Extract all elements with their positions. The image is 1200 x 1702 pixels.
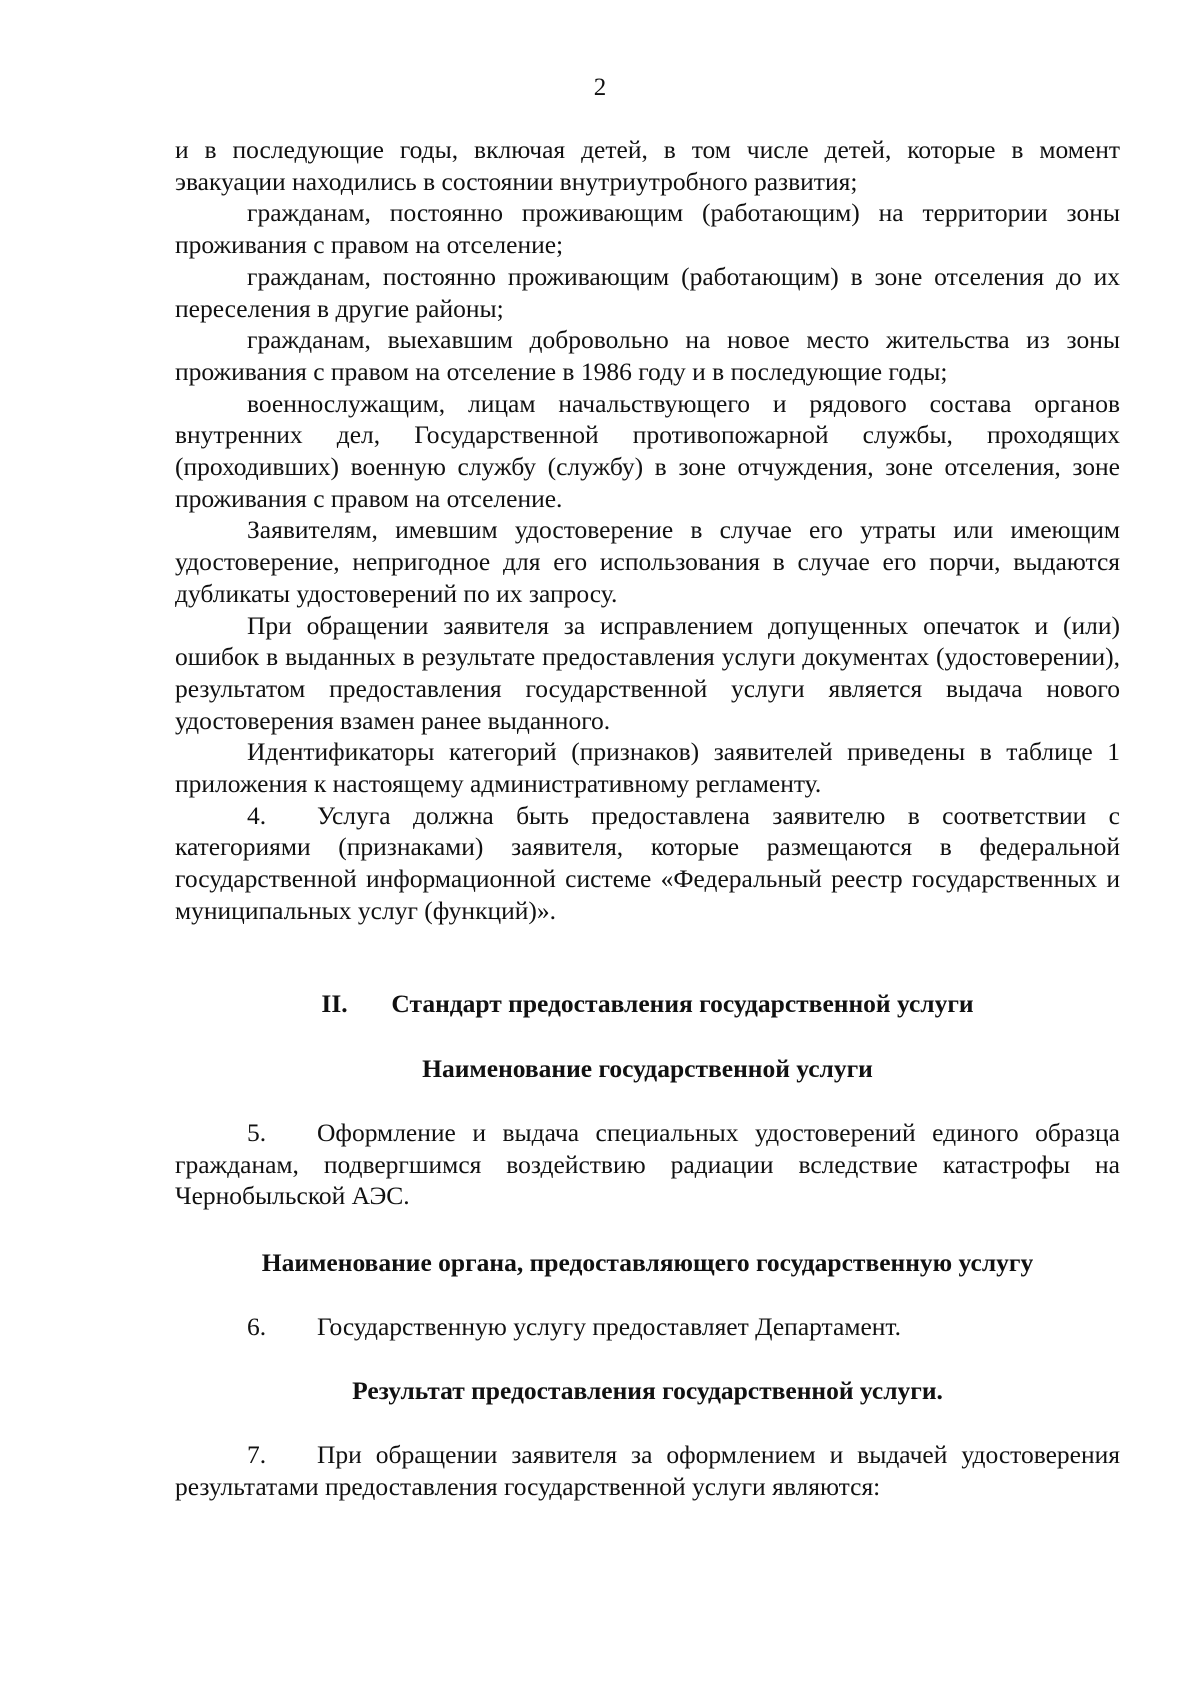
item-4-number: 4. — [247, 800, 267, 830]
item-6-block — [175, 1311, 1120, 1343]
paragraph: гражданам, постоянно проживающим (работающим) в зоне отселения до их переселения в другие районы; — [175, 261, 1120, 323]
heading-service-name: Наименование государственной услуги — [422, 1054, 873, 1083]
heading-organ: Наименование органа, предоставляющего государственную услугу — [261, 1248, 1034, 1277]
item-5-block — [175, 1117, 1120, 1212]
item-5 — [175, 1117, 1120, 1212]
paragraph: военнослужащим, лицам начальствующего и рядового состава органов внутренних дел, Государственной противопожарной службы, проходящих (проходивших) военную службу (службу) в зоне отчуждения, зоне отселения, зоне проживания с правом на отселение. — [175, 388, 1120, 513]
item-5-text: Оформление и выдача специальных удостоверений единого образца гражданам, подвергшимся воздействию радиации вследствие катастрофы на Чернобыльской АЭС. — [175, 1118, 1120, 1211]
item-6-text: Государственную услугу предоставляет Департамент. — [317, 1312, 902, 1341]
section-heading — [175, 988, 1120, 1020]
item-5-number: 5. — [247, 1118, 267, 1147]
intro-paragraphs — [175, 134, 1120, 927]
paragraph: гражданам, выехавшим добровольно на новое место жительства из зоны проживания с правом на отселение в 1986 году и в последующие годы; — [175, 325, 1120, 386]
paragraph: гражданам, постоянно проживающим (работающим) на территории зоны проживания с правом на отселение; — [175, 198, 1120, 260]
page-number: 2 — [593, 74, 607, 101]
item-6-number: 6. — [247, 1312, 267, 1341]
paragraph: При обращении заявителя за исправлением допущенных опечаток и (или) ошибок в выданных в результате предоставления услуги документах (удостоверении), результатом предоставления государственной услуги является выдача нового удостоверения взамен ранее выданного. — [175, 610, 1120, 735]
item-4 — [175, 800, 1120, 927]
item-7-text: При обращении заявителя за оформлением и выдачей удостоверения результатами предоставления государственной услуги являются: — [175, 1440, 1120, 1501]
paragraph: Заявителям, имевшим удостоверение в случае его утраты или имеющим удостоверение, непригодное для его использования в случае его порчи, выдаются дубликаты удостоверений по их запросу. — [175, 515, 1120, 608]
item-7 — [175, 1439, 1120, 1502]
section-roman-numeral: II. — [321, 989, 348, 1018]
section-title: Стандарт предоставления государственной услуги — [391, 989, 974, 1018]
item-6 — [175, 1311, 1120, 1343]
paragraph: и в последующие годы, включая детей, в том числе детей, которые в момент эвакуации находились в состоянии внутриутробного развития; — [175, 135, 1120, 196]
item-7-number: 7. — [247, 1440, 267, 1469]
item-7-block — [175, 1439, 1120, 1502]
item-4-text: Услуга должна быть предоставлена заявителю в соответствии с категориями (признаками) заявителя, которые размещаются в федеральной государственной информационной системе «Федеральный реестр государственных и муниципальных услуг (функций)». — [175, 800, 1120, 925]
paragraph: Идентификаторы категорий (признаков) заявителей приведены в таблице 1 приложения к настоящему административному регламенту. — [175, 737, 1120, 799]
heading-result: Результат предоставления государственной услуги. — [352, 1376, 943, 1405]
